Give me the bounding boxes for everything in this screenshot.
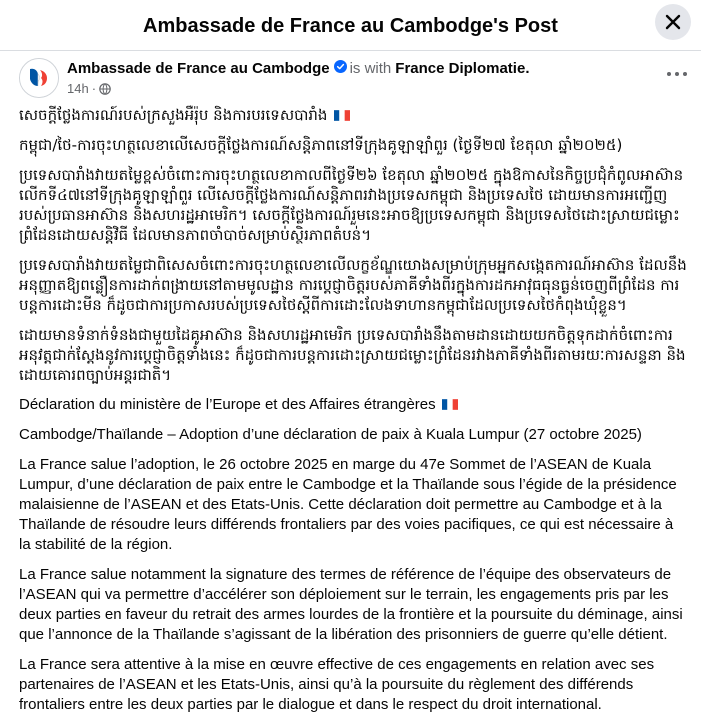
page-avatar[interactable] [19, 58, 59, 98]
modal-title: Ambassade de France au Cambodge's Post [143, 14, 558, 37]
verified-badge-icon [334, 60, 347, 77]
marianne-logo [20, 59, 58, 97]
post-paragraph-text: ប្រទេសបារាំងវាយតម្លៃជាពិសេសចំពោះការចុះហត្ថលេខាលើលក្ខខ័ណ្ឌយោងសម្រាប់ក្រុមអ្នកសង្កេតការណ៍អាស៊ាន ដែលនឹងអនុញ្ញាតឱ្យពន្លឿនការដាក់ពង្រាយនៅតាមមូលដ្ឋាន ការប្តេជ្ញាចិត្តរបស់ភាគីទាំងពីរក្នុងការដកអាវុធធុនធ្ងន់ចេញពីព្រំដែន ការបន្តការដោះមីន ក៏ដូចជាការប្រកាសរបស់ប្រទេសថៃស្តីពីការដោះលែងទាហានកម្ពុជាដែលប្រទេសថៃកំពុងឃុំខ្លួន។ [19, 256, 687, 314]
post-paragraph [19, 255, 687, 315]
post-paragraph-text: La France salue notamment la signature des termes de référence de l’équipe des observateurs de l’ASEAN qui va permettre d’accélérer son déploiement sur le terrain, les engagements pris par les deux parties en faveur du retrait des armes lourdes de la frontière et la poursuite du déminage, ainsi que l’annonce de la Thaïlande s’agissant de la libération des prisonniers de guerre qu’elle détient. [19, 566, 683, 643]
post-paragraph [19, 425, 687, 445]
post-paragraph [19, 165, 687, 245]
post-paragraph [19, 135, 687, 155]
author-name-link[interactable]: Ambassade de France au Cambodge [67, 60, 330, 77]
globe-icon[interactable] [99, 83, 111, 95]
post-paragraph-text: La France salue l’adoption, le 26 octobre 2025 en marge du 47e Sommet de l’ASEAN de Kuala Lumpur, d’une déclaration de paix entre le Cambodge et la Thaïlande sous l’égide de la présidence malaisienne de l’ASEAN et des Etats-Unis. Cette déclaration doit permettre au Cambodge et à la Thaïlande de résoudre leurs différends frontaliers par des voies pacifiques, ce qui est nécessaire à la stabilité de la région. [19, 456, 677, 553]
more-options-dot [683, 72, 687, 76]
france-flag-icon [334, 110, 350, 121]
post-header [0, 55, 701, 105]
post-timestamp[interactable]: 14h [67, 81, 89, 96]
more-options-dot [667, 72, 671, 76]
close-icon [664, 13, 682, 31]
post-paragraph-text: កម្ពុជា/ថៃ-ការចុះហត្ថលេខាលើសេចក្តីថ្លែងការណ៍សន្តិភាពនៅទីក្រុងគូឡាឡាំពួរ (ថ្ងៃទី២៧ ខែតុលា ឆ្នាំ២០២៥) [19, 136, 623, 154]
post-paragraph-text: Cambodge/Thaïlande – Adoption d’une déclaration de paix à Kuala Lumpur (27 octobre 2025) [19, 426, 642, 443]
close-button[interactable] [655, 4, 691, 40]
post-paragraph-text: សេចក្តីថ្លែងការណ៍របស់ក្រសួងអឺរ៉ុប និងការបរទេសបារាំង [19, 106, 328, 124]
modal-header [0, 0, 701, 51]
post-paragraph [19, 565, 687, 645]
post-paragraph-text: ដោយមានទំនាក់ទំនងជាមួយដៃគូអាស៊ាន និងសហរដ្ឋអាមេរិក ប្រទេសបារាំងនឹងតាមដានដោយយកចិត្តទុកដាក់ចំពោះការអនុវត្តជាក់ស្តែងនូវការប្តេជ្ញាចិត្តទាំងនេះ ក៏ដូចជាការបន្តការដោះស្រាយជម្លោះព្រំដែនរវាងភាគីទាំងពីរតាមរយៈការសន្ទនា និងដោយគោរពច្បាប់អន្តរជាតិ។ [19, 326, 686, 384]
author-line [67, 60, 529, 77]
post-paragraph [19, 105, 687, 125]
post-paragraph [19, 655, 687, 715]
post-paragraph-text: La France sera attentive à la mise en œuvre effective de ces engagements en relation avec ses partenaires de l’ASEAN et les Etats-Unis, ainsi qu’à la poursuite du règlement des différends frontaliers entre les deux parties par le dialogue et dans le respect du droit international. [19, 656, 655, 713]
post-paragraph [19, 395, 687, 415]
france-flag-icon [442, 399, 458, 410]
post-paragraph-text: ប្រទេសបារាំងវាយតម្លៃខ្ពស់ចំពោះការចុះហត្ថលេខាកាលពីថ្ងៃទី២៦ ខែតុលា ឆ្នាំ២០២៥ ក្នុងឱកាសនៃកិច្ចប្រជុំកំពូលអាស៊ានលើកទី៤៧នៅទីក្រុងគូឡាឡាំពួរ លើសេចក្តីថ្លែងការណ៍សន្តិភាពរវាងប្រទេសកម្ពុជា និងប្រទេសថៃ ដោយមានការអញ្ជើញរបស់ប្រធានអាស៊ាន និងសហរដ្ឋអាមេរិក។ សេចក្តីថ្លែងការណ៍រួមនេះអាចឱ្យប្រទេសកម្ពុជា និងប្រទេសថៃដោះស្រាយជម្លោះព្រំដែនដោយសន្តិវិធី ដែលមានភាពចាំបាច់សម្រាប់ស្ថិរភាពតំបន់។ [19, 166, 684, 244]
meta-separator: · [91, 81, 97, 96]
post-paragraph [19, 325, 687, 385]
post-body [0, 105, 701, 715]
with-text: is with [349, 60, 392, 77]
with-page-link[interactable]: France Diplomatie. [395, 60, 530, 77]
more-options-button[interactable] [667, 67, 687, 81]
more-options-dot [675, 72, 679, 76]
post-paragraph-text: Déclaration du ministère de l’Europe et des Affaires étrangères [19, 396, 436, 413]
post-meta [67, 81, 111, 96]
post-paragraph [19, 455, 687, 555]
